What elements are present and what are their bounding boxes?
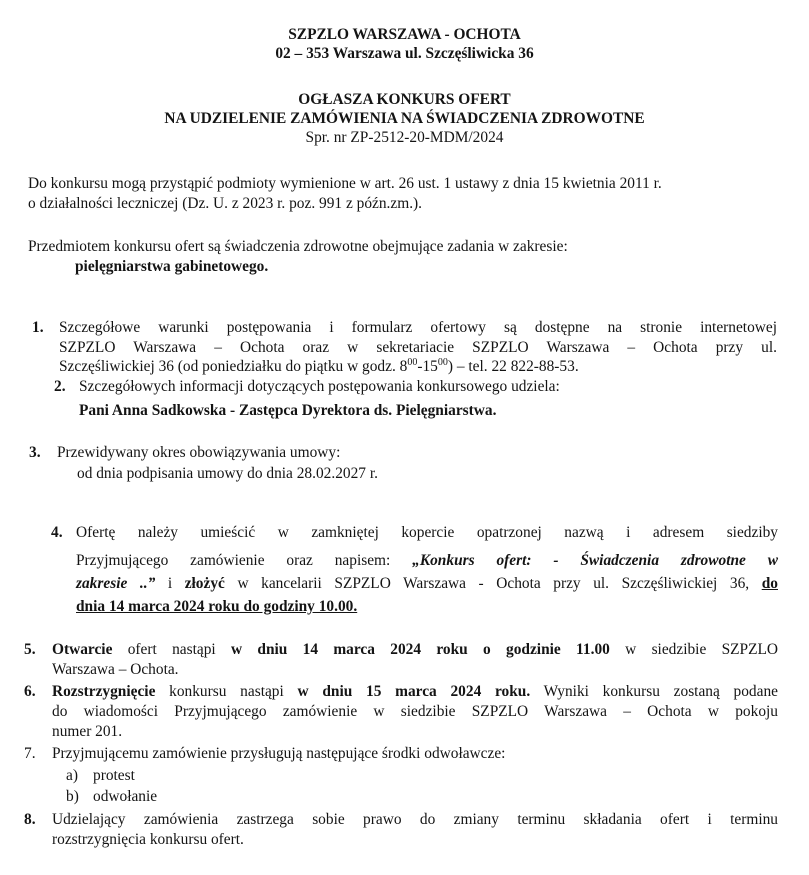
item-5-date: w dniu 14 marca 2024 roku o godzinie 11.00 [230, 641, 610, 658]
subject-scope: pielęgniarstwa gabinetowego. [75, 258, 269, 275]
item-8-line1: Udzielający zamówienia zastrzega sobie prawo do zmiany terminu składania ofert i terminu [52, 811, 778, 828]
item-4-envelope-label-end: zakresie ..” [76, 575, 156, 592]
item-7-a-label: a) [66, 767, 78, 784]
item-4-line3 [76, 575, 778, 593]
item-5-number: 5. [24, 641, 36, 658]
announcement-title-line1: OGŁASZA KONKURS OFERT [298, 91, 511, 108]
item-5-place: w siedzibie SZPZLO [609, 641, 779, 658]
item-4-line1: Ofertę należy umieścić w zamkniętej kopercie opatrzonej nazwą i adresem siedziby [76, 524, 778, 541]
item-5-line1 [52, 641, 778, 659]
item-7-a-text: protest [93, 767, 135, 784]
hour-open-sup: 00 [407, 357, 418, 368]
item-6-date: w dniu 15 marca 2024 roku. [297, 683, 531, 700]
item-4-deadline-start: do [761, 575, 778, 592]
item-6-line3: numer 201. [52, 723, 123, 740]
item-1-line2: SZPZLO Warszawa – Ochota oraz w sekretariacie SZPZLO Warszawa – Ochota przy ul. [59, 339, 777, 356]
item-1-number: 1. [32, 319, 44, 336]
item-6-text: konkursu nastąpi [155, 683, 298, 700]
hour-close-sup: 00 [437, 357, 448, 368]
item-7-b-label: b) [66, 788, 79, 805]
item-4-line2-text: Przyjmującego zamówienie oraz napisem: [76, 552, 413, 569]
item-7-b-text: odwołanie [93, 788, 158, 805]
org-address: 02 – 353 Warszawa ul. Szczęśliwicka 36 [275, 45, 534, 62]
item-4-envelope-label: „Konkurs ofert: - Świadczenia zdrowotne w [412, 552, 778, 569]
item-6-results: Wyniki konkursu zostaną podane [530, 683, 778, 700]
item-4-number: 4. [51, 524, 63, 541]
announcement-title-line2: NA UDZIELENIE ZAMÓWIENIA NA ŚWIADCZENIA ZDROWOTNE [164, 110, 645, 127]
item-7-number: 7. [24, 745, 36, 762]
case-number: Spr. nr ZP-2512-20-MDM/2024 [305, 129, 504, 146]
item-3-number: 3. [29, 444, 41, 461]
item-4-deadline: dnia 14 marca 2024 roku do godziny 10.00. [76, 598, 358, 615]
item-4-location: w kancelarii SZPZLO Warszawa - Ochota przy ul. Szczęśliwickiej 36, [224, 575, 762, 592]
item-4-and: i [155, 575, 185, 592]
item-5-opening: Otwarcie [52, 641, 113, 658]
item-1-line3 [59, 358, 579, 376]
intro-line1: Do konkursu mogą przystąpić podmioty wymienione w art. 26 ust. 1 ustawy z dnia 15 kwietnia 2011 r. [28, 175, 662, 192]
item-2-number: 2. [54, 378, 66, 395]
item-6-resolution: Rozstrzygnięcie [52, 683, 156, 700]
hour-close: -15 [417, 358, 438, 375]
item-5-text: ofert nastąpi [112, 641, 231, 658]
item-1-hours-text: Szczęśliwickiej 36 (od poniedziałku do piątku w godz. 8 [59, 358, 408, 375]
item-4-submit: złożyć [184, 575, 225, 592]
item-6-line1 [52, 683, 778, 701]
item-2-contact: Pani Anna Sadkowska - Zastępca Dyrektora ds. Pielęgniarstwa. [79, 402, 497, 419]
org-name: SZPZLO WARSZAWA - OCHOTA [288, 26, 521, 43]
item-7-line1: Przyjmującemu zamówienie przysługują następujące środki odwoławcze: [52, 745, 506, 762]
item-8-number: 8. [24, 811, 36, 828]
intro-line2: o działalności leczniczej (Dz. U. z 2023 r. poz. 991 z późn.zm.). [28, 195, 423, 212]
subject-line: Przedmiotem konkursu ofert są świadczenia zdrowotne obejmujące zadania w zakresie: [28, 238, 568, 255]
item-8-line2: rozstrzygnięcia konkursu ofert. [52, 831, 244, 848]
item-1-phone: ) – tel. 22 822-88-53. [447, 358, 579, 375]
item-6-number: 6. [24, 683, 36, 700]
item-3-line1: Przewidywany okres obowiązywania umowy: [57, 444, 341, 461]
item-1-line1: Szczegółowe warunki postępowania i formularz ofertowy są dostępne na stronie internetowej [59, 319, 777, 336]
item-4-line2 [76, 552, 778, 570]
item-5-line2: Warszawa – Ochota. [52, 661, 179, 678]
item-6-line2: do wiadomości Przyjmującego zamówienie w siedzibie SZPZLO Warszawa – Ochota w pokoju [52, 703, 778, 720]
item-2-line1: Szczegółowych informacji dotyczących postępowania konkursowego udziela: [79, 378, 560, 395]
item-3-line2: od dnia podpisania umowy do dnia 28.02.2027 r. [77, 465, 378, 482]
